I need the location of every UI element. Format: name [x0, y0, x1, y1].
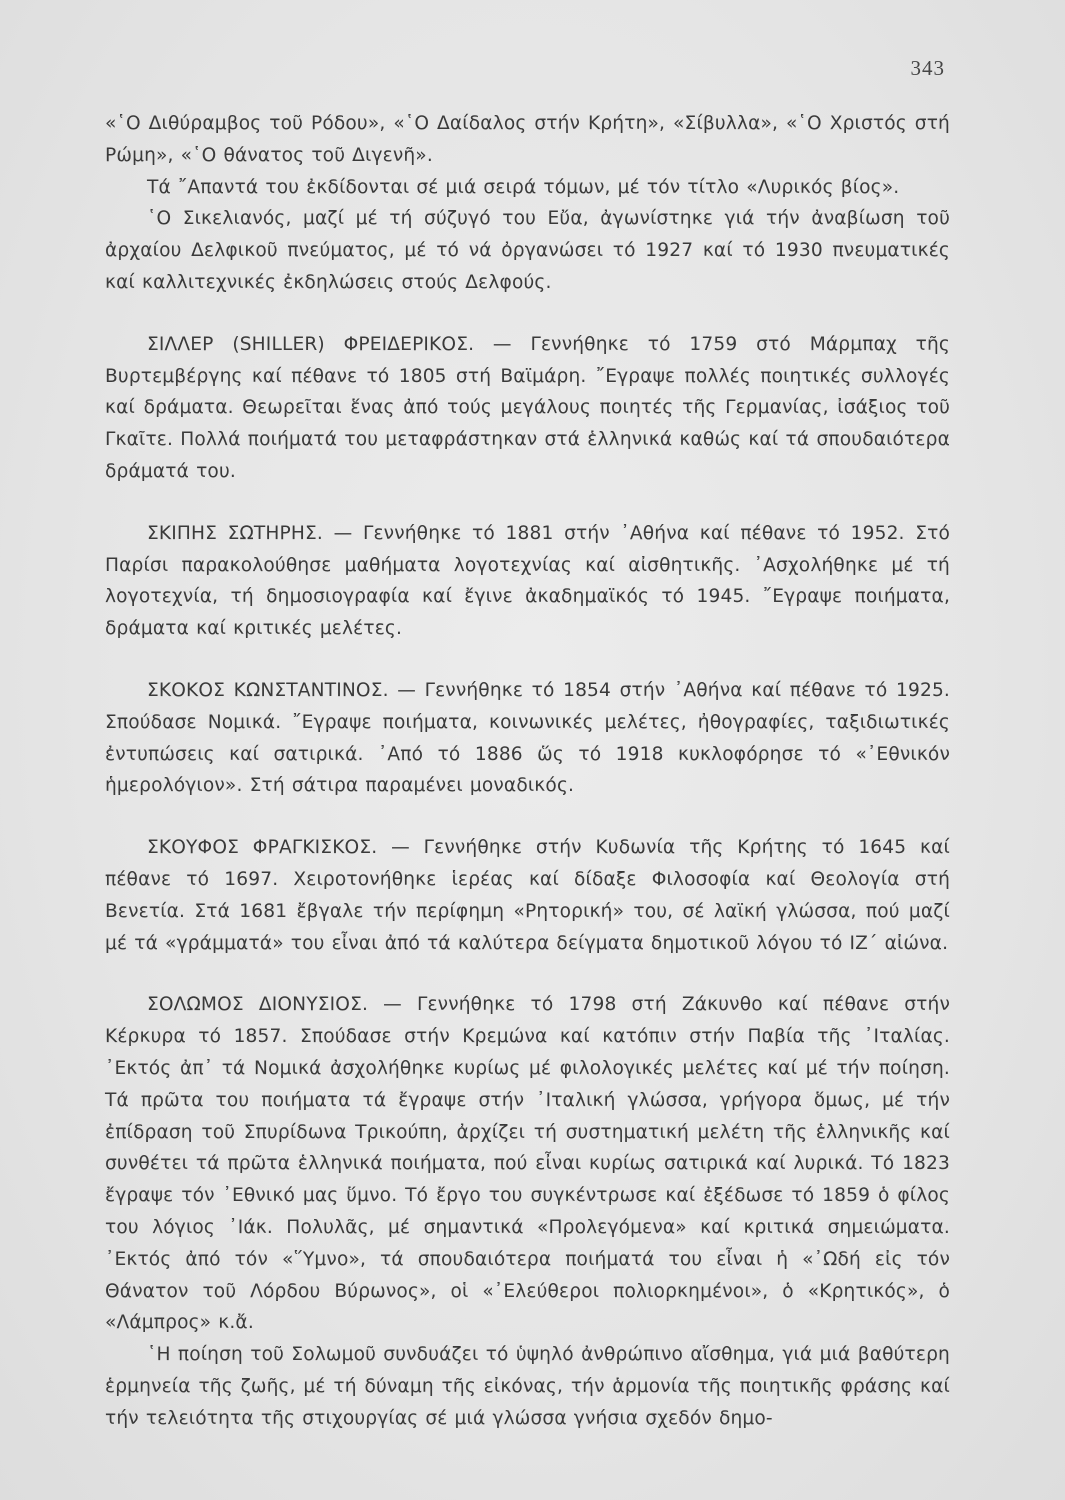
entry-skokos: ΣΚΟΚΟΣ ΚΩΝΣΤΑΝΤΙΝΟΣ. — Γεννήθηκε τό 1854 στήν ᾿Αθήνα καί πέθανε τό 1925. Σπούδασε Νομικά. ῎Εγραψε ποιήματα, κοινωνικές μελέτες, ἠθογραφίες, ταξιδιωτικές ἐντυπώσεις καί σατιρικά. ᾿Από τό 1886 ὥς τό 1918 κυκλοφόρησε τό «᾿Εθνικόν ἡμερολόγιον». Στή σάτιρα παραμένει μοναδικός. — [105, 679, 950, 797]
entry-skoufos: ΣΚΟΥΦΟΣ ΦΡΑΓΚΙΣΚΟΣ. — Γεννήθηκε στήν Κυδωνία τῆς Κρήτης τό 1645 καί πέθανε τό 1697. Χειροτονήθηκε ἱερέας καί δίδαξε Φιλοσοφία καί Θεολογία στή Βενετία. Στά 1681 ἔβγαλε τήν περίφημη «Ρητορική» του, σέ λαϊκή γλώσσα, πού μαζί μέ τά «γράμματά» του εἶναι ἀπό τά καλύτερα δείγματα δημοτικοῦ λόγου τό ΙΖ΄ αἰώνα. — [105, 837, 950, 954]
paragraph-collected-works: Τά ῎Απαντά του ἐκδίδονται σέ μιά σειρά τόμων, μέ τόν τίτλο «Λυρικός βίος». — [147, 176, 900, 198]
paragraph-solomos-poetry: ῾Η ποίηση τοῦ Σολωμοῦ συνδυάζει τό ὑψηλό ἀνθρώπινο αἴσθημα, γιά μιά βαθύτερη ἑρμηνεία τῆς ζωῆς, μέ τή δύναμη τῆς εἰκόνας, τήν ἁρμονία τῆς ποιητικῆς φράσης καί τήν τελειότητα τῆς στιχουργίας σέ μιά γλώσσα γνήσια σχεδόν δημο- — [105, 1344, 950, 1429]
entry-schiller: ΣΙΛΛΕΡ (SHILLER) ΦΡΕΙΔΕΡΙΚΟΣ. — Γεννήθηκε τό 1759 στό Μάρμπαχ τῆς Βυρτεμβέργης καί πέθανε τό 1805 στή Βαϊμάρη. ῎Εγραψε πολλές ποιητικές συλλογές καί δράματα. Θεωρεῖται ἕνας ἀπό τούς μεγάλους ποιητές τῆς Γερμανίας, ἰσάξιος τοῦ Γκαῖτε. Πολλά ποιήματά του μεταφράστηκαν στά ἑλληνικά καθώς καί τά σπουδαιότερα δράματά του. — [105, 333, 950, 482]
paragraph-delphic-festivals: ῾Ο Σικελιανός, μαζί μέ τή σύζυγό του Εὔα, ἀγωνίστηκε γιά τήν ἀναβίωση τοῦ ἀρχαίου Δελφικοῦ πνεύματος, μέ τό νά ὀργανώσει τό 1927 καί τό 1930 πνευματικές καί καλλιτεχνικές ἐκδηλώσεις στούς Δελφούς. — [105, 208, 950, 293]
entry-skipis: ΣΚΙΠΗΣ ΣΩΤΗΡΗΣ. — Γεννήθηκε τό 1881 στήν ᾿Αθήνα καί πέθανε τό 1952. Στό Παρίσι παρακολούθησε μαθήματα λογοτεχνίας καί αἰσθητικῆς. ᾿Ασχολήθηκε μέ τή λογοτεχνία, τή δημοσιογραφία καί ἔγινε ἀκαδημαϊκός τό 1945. ῎Εγραψε ποιήματα, δράματα καί κριτικές μελέτες. — [105, 522, 950, 640]
continued-paragraph: «῾Ο Διθύραμβος τοῦ Ρόδου», «῾Ο Δαίδαλος στήν Κρήτη», «Σίβυλλα», «῾Ο Χριστός στή Ρώμη», «῾Ο θάνατος τοῦ Διγενῆ». — [105, 113, 950, 166]
page-body-text — [105, 108, 950, 1434]
page-number: 343 — [910, 56, 945, 80]
entry-solomos: ΣΟΛΩΜΟΣ ΔΙΟΝΥΣΙΟΣ. — Γεννήθηκε τό 1798 στή Ζάκυνθο καί πέθανε στήν Κέρκυρα τό 1857. Σπούδασε στήν Κρεμώνα καί κατόπιν στήν Παβία τῆς ᾿Ιταλίας. ᾿Εκτός ἀπ᾿ τά Νομικά ἀσχολήθηκε κυρίως μέ φιλολογικές μελέτες καί μέ τήν ποίηση. Τά πρῶτα του ποιήματα τά ἔγραψε στήν ᾿Ιταλική γλώσσα, γρήγορα ὅμως, μέ τήν ἐπίδραση τοῦ Σπυρίδωνα Τρικούπη, ἀρχίζει τή συστηματική μελέτη τῆς ἑλληνικῆς καί συνθέτει τά πρῶτα ἑλληνικά ποιήματα, πού εἶναι κυρίως σατιρικά καί λυρικά. Τό 1823 ἔγραψε τόν ᾿Εθνικό μας ὕμνο. Τό ἔργο του συγκέντρωσε καί ἐξέδωσε τό 1859 ὁ φίλος του λόγιος ᾿Ιάκ. Πολυλᾶς, μέ σημαντικά «Προλεγόμενα» καί κριτικά σημειώματα. ᾿Εκτός ἀπό τόν «῞Υμνο», τά σπουδαιότερα ποιήματά του εἶναι ἡ «᾿Ωδή εἰς τόν Θάνατον τοῦ Λόρδου Βύρωνος», οἱ «᾿Ελεύθεροι πολιορκημένοι», ὁ «Κρητικός», ὁ «Λάμπρος» κ.ἄ. — [105, 994, 950, 1334]
